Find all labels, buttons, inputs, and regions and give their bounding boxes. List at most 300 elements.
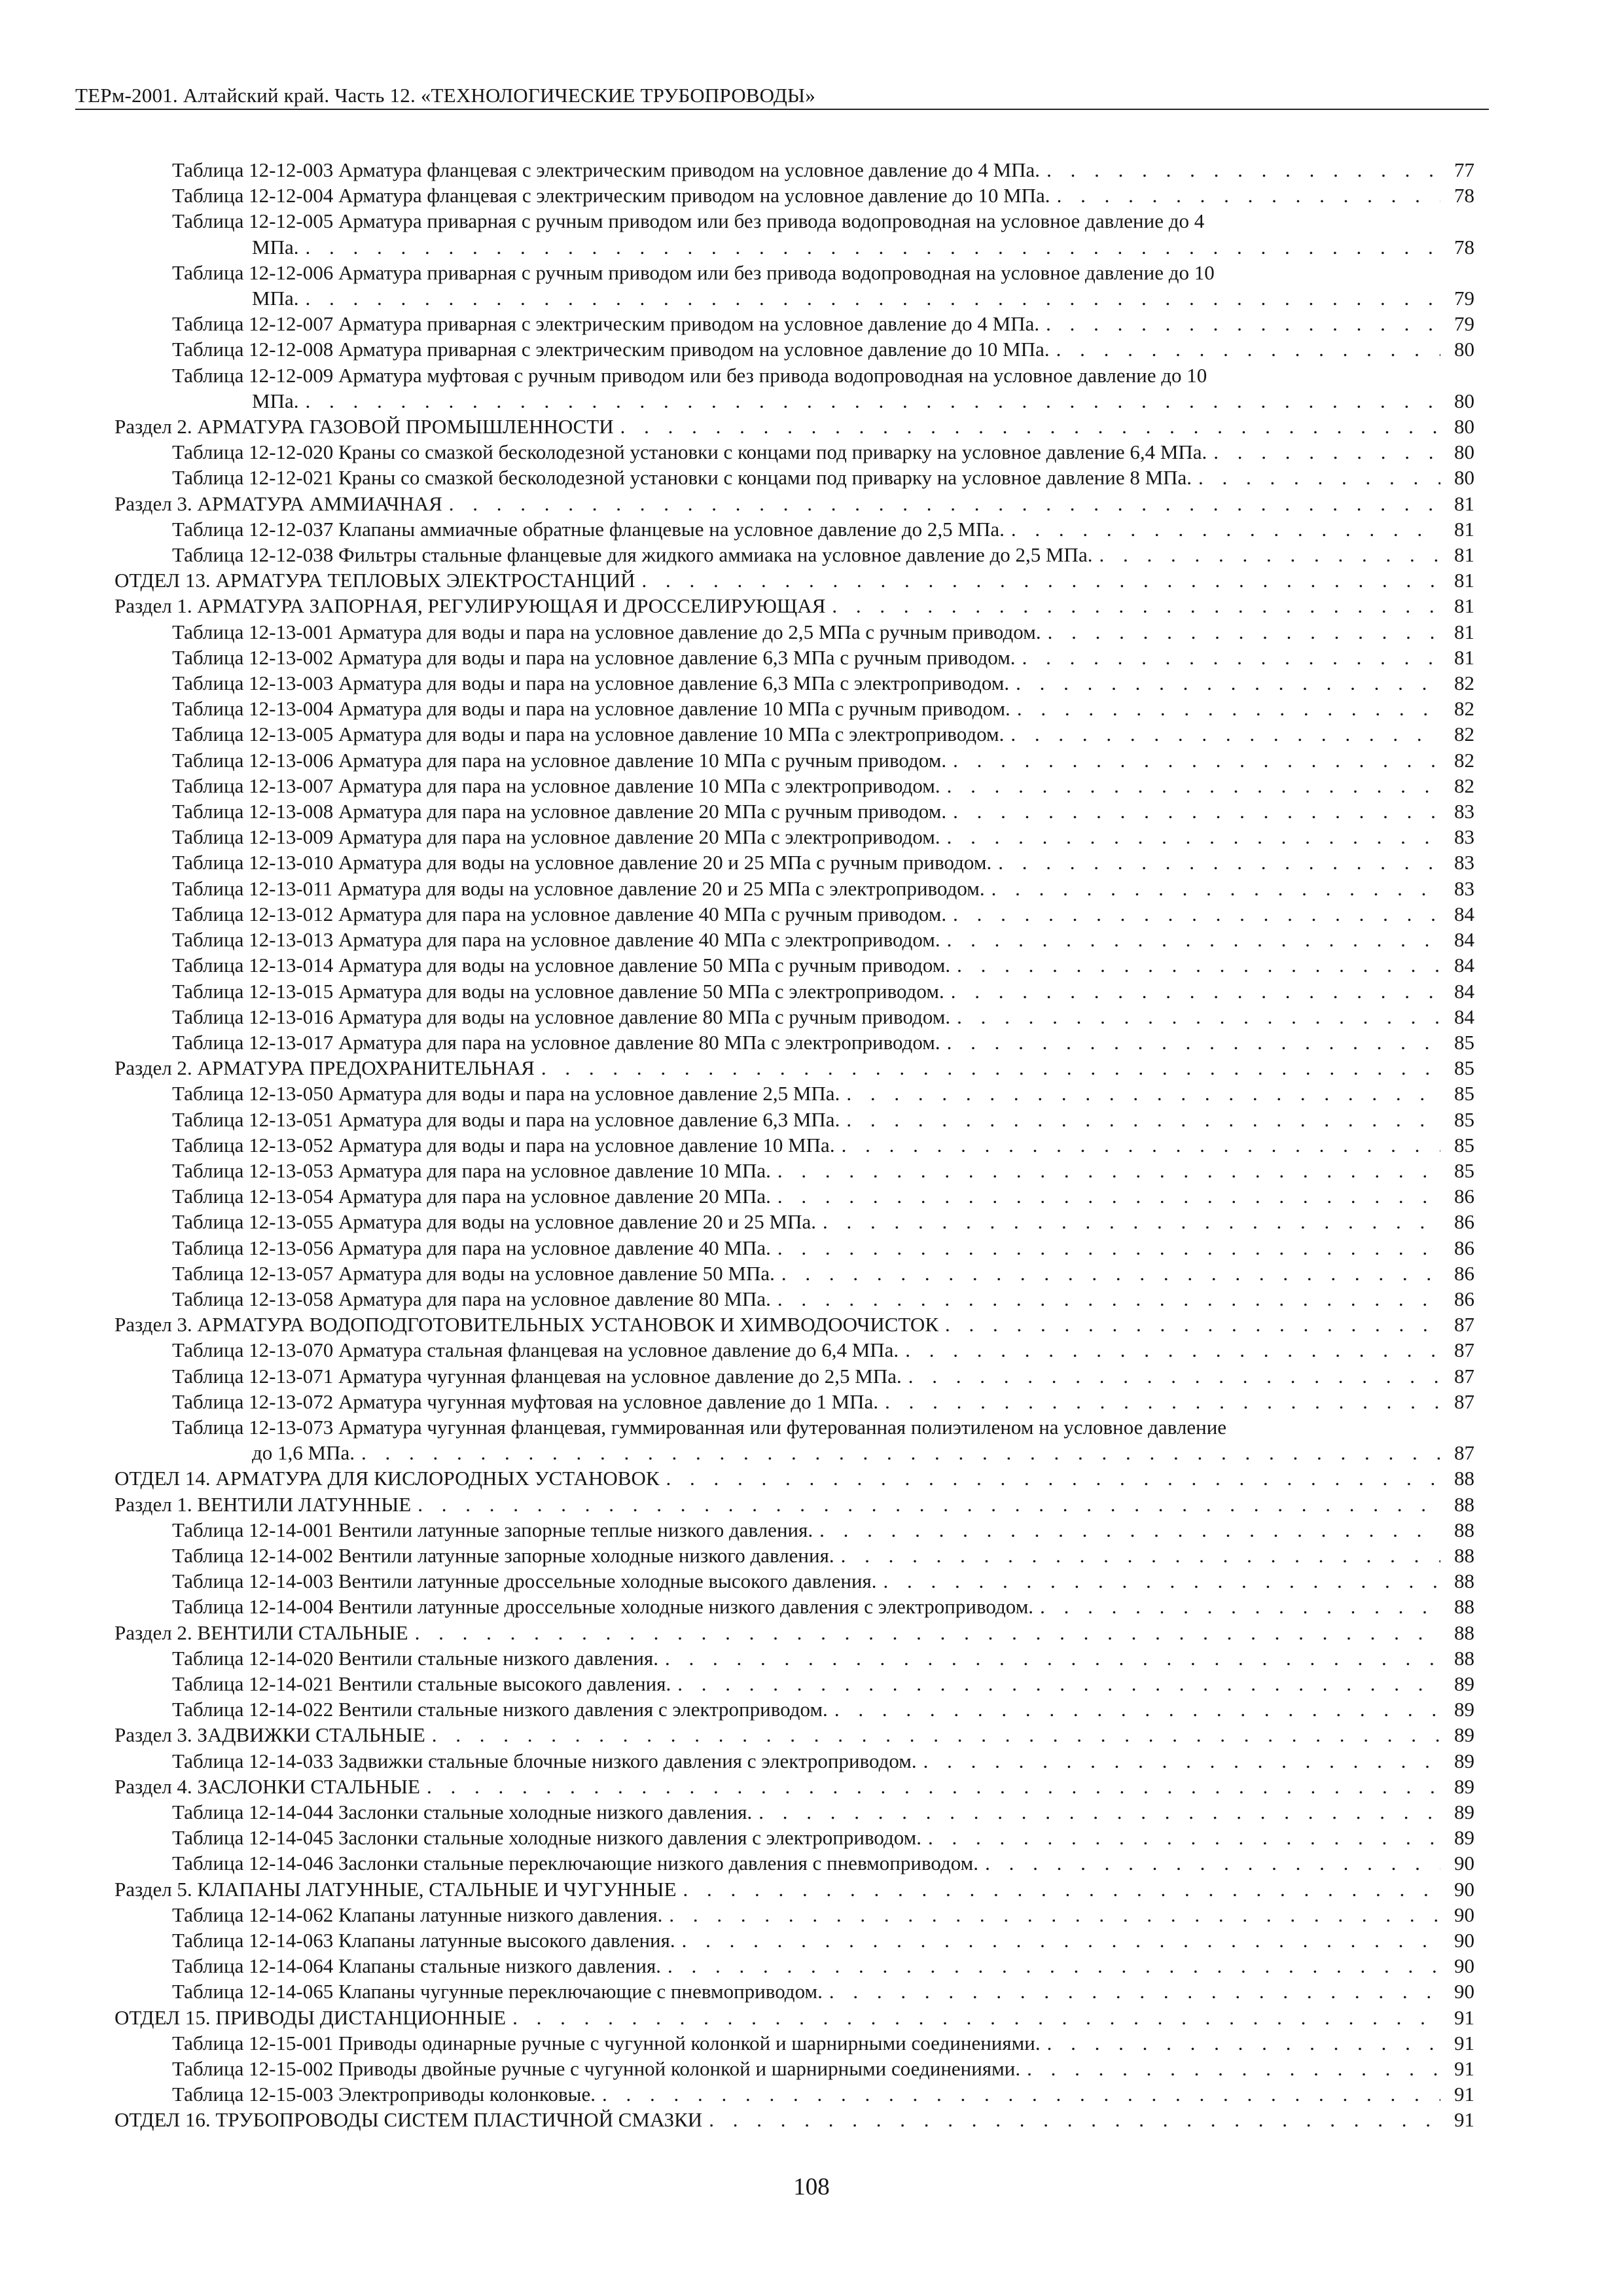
dot-leader <box>635 567 1440 593</box>
toc-page-number: 89 <box>1454 1749 1474 1772</box>
toc-table-entry[interactable] <box>115 157 1474 183</box>
toc-entry-title: Таблица 12-14-062 Клапаны латунные низкого давления. <box>172 1903 663 1926</box>
toc-table-entry[interactable] <box>115 1389 1474 1414</box>
toc-table-entry[interactable] <box>115 1825 1474 1850</box>
toc-page-number: 82 <box>1454 672 1474 695</box>
dot-leader <box>823 1979 1440 2004</box>
toc-table-entry[interactable] <box>115 952 1474 978</box>
toc-page-number: 89 <box>1454 1698 1474 1721</box>
toc-page-number: 81 <box>1454 569 1474 592</box>
dot-leader <box>940 1030 1440 1055</box>
dot-leader <box>420 1774 1440 1799</box>
toc-entry-title: Таблица 12-13-051 Арматура для воды и пара на условное давление 6,3 МПа. <box>172 1107 840 1131</box>
toc-entry-title: Таблица 12-13-058 Арматура для пара на условное давление 80 МПа. <box>172 1287 771 1310</box>
toc-table-entry[interactable] <box>115 670 1474 696</box>
dot-leader <box>835 1132 1440 1158</box>
dot-leader <box>677 1876 1440 1902</box>
toc-page-number: 91 <box>1454 2083 1474 2106</box>
toc-table-entry[interactable] <box>115 1132 1474 1158</box>
toc-page-number: 78 <box>1454 235 1474 259</box>
toc-table-entry[interactable] <box>115 850 1474 875</box>
toc-section-entry[interactable] <box>115 593 1474 619</box>
dot-leader <box>355 1440 1440 1465</box>
toc-table-entry[interactable] <box>115 439 1474 465</box>
toc-entry-title: Таблица 12-13-001 Арматура для воды и пара на условное давление до 2,5 МПа с ручным приводом. <box>172 620 1041 643</box>
toc-page-number: 90 <box>1454 1980 1474 2003</box>
toc-page-number: 84 <box>1454 902 1474 925</box>
toc-page-number: 87 <box>1454 1441 1474 1465</box>
toc-page-number: 87 <box>1454 1338 1474 1362</box>
dot-leader <box>771 1235 1440 1261</box>
dot-leader <box>834 1543 1440 1568</box>
toc-page-number: 90 <box>1454 1852 1474 1875</box>
toc-page-number: 89 <box>1454 1672 1474 1695</box>
toc-page-number: 90 <box>1454 1903 1474 1926</box>
toc-page-number: 78 <box>1454 184 1474 207</box>
toc-table-entry[interactable] <box>115 773 1474 798</box>
toc-page-number: 89 <box>1454 1774 1474 1798</box>
toc-page-number: 87 <box>1454 1313 1474 1336</box>
toc-section-entry[interactable] <box>115 1492 1474 1517</box>
toc-page-number: 85 <box>1454 1030 1474 1054</box>
toc-entry-title: Таблица 12-14-065 Клапаны чугунные переключающие с пневмоприводом. <box>172 1980 823 2003</box>
toc-section-entry[interactable] <box>115 567 1474 593</box>
toc-section-entry[interactable] <box>115 1722 1474 1748</box>
toc-page-number: 82 <box>1454 723 1474 746</box>
dot-leader <box>614 414 1440 439</box>
toc-entry-title: Таблица 12-12-007 Арматура приварная с электрическим приводом на условное давление до 4 МПа. <box>172 312 1040 336</box>
toc-section-entry[interactable] <box>115 1620 1474 1645</box>
toc-table-entry[interactable] <box>115 1696 1474 1722</box>
toc-section-entry[interactable] <box>115 2005 1474 2030</box>
toc-page-number: 80 <box>1454 466 1474 490</box>
toc-page-number: 80 <box>1454 389 1474 412</box>
dot-leader <box>950 952 1440 978</box>
toc-entry-title: Таблица 12-13-007 Арматура для пара на условное давление 10 МПа с электроприводом. <box>172 774 940 797</box>
toc-table-entry[interactable] <box>115 1543 1474 1568</box>
toc-entry-title: Таблица 12-14-044 Заслонки стальные холодные низкого давления. <box>172 1801 753 1823</box>
toc-page-number: 87 <box>1454 1364 1474 1388</box>
toc-page-number: 82 <box>1454 774 1474 797</box>
toc-entry-title-continuation: МПа. <box>252 287 299 310</box>
toc-page-number: 85 <box>1454 1082 1474 1105</box>
toc-section-entry[interactable] <box>115 1055 1474 1081</box>
toc-table-entry[interactable] <box>115 824 1474 850</box>
toc-entry-title: Таблица 12-14-045 Заслонки стальные холодные низкого давления с электроприводом. <box>172 1826 922 1850</box>
toc-table-entry[interactable] <box>115 1568 1474 1594</box>
toc-page-number: 88 <box>1454 1543 1474 1567</box>
dot-leader <box>675 1928 1440 1953</box>
toc-page-number: 84 <box>1454 1005 1474 1028</box>
toc-table-entry[interactable] <box>115 1645 1474 1671</box>
toc-table-entry[interactable] <box>115 2081 1474 2107</box>
toc-page-number: 89 <box>1454 1723 1474 1747</box>
toc-table-entry[interactable] <box>115 1979 1474 2004</box>
toc-entry-title: Таблица 12-13-013 Арматура для пара на условное давление 40 МПа с электроприводом. <box>172 928 940 952</box>
toc-entry-title: Таблица 12-12-038 Фильтры стальные фланцевые для жидкого аммиака на условное давление до 2,5 МПа. <box>172 543 1093 567</box>
dot-leader <box>660 1465 1440 1491</box>
toc-entry-title: Таблица 12-12-008 Арматура приварная с электрическим приводом на условное давление до 10 МПа. <box>172 338 1050 361</box>
dot-leader <box>1207 439 1440 465</box>
toc-page-number: 89 <box>1454 1801 1474 1823</box>
dot-leader <box>506 2005 1440 2030</box>
toc-page-number: 91 <box>1454 2031 1474 2054</box>
toc-table-entry[interactable] <box>115 901 1474 927</box>
toc-page-number: 85 <box>1454 1158 1474 1182</box>
toc-entry-title: Таблица 12-13-053 Арматура для пара на условное давление 10 МПа. <box>172 1158 771 1182</box>
toc-entry-title: Таблица 12-14-064 Клапаны стальные низкого давления. <box>172 1954 662 1978</box>
toc-entry-title: Раздел 3. ЗАДВИЖКИ СТАЛЬНЫЕ <box>115 1723 425 1747</box>
dot-leader <box>596 2081 1440 2107</box>
toc-entry-title: Таблица 12-13-054 Арматура для пара на условное давление 20 МПа. <box>172 1185 771 1208</box>
toc-section-entry[interactable] <box>115 1465 1474 1491</box>
toc-table-entry[interactable] <box>115 1363 1474 1389</box>
toc-table-entry[interactable] <box>115 1517 1474 1543</box>
toc-entry-title: Таблица 12-15-002 Приводы двойные ручные с чугунной колонкой и шарнирными соединениями. <box>172 2057 1021 2081</box>
toc-entry-title: Таблица 12-14-046 Заслонки стальные переключающие низкого давления с пневмоприводом. <box>172 1852 979 1875</box>
toc-table-entry[interactable] <box>115 1850 1474 1876</box>
toc-entry-title: Таблица 12-13-015 Арматура для воды на условное давление 50 МПа с электроприводом. <box>172 979 944 1003</box>
toc-entry-title: Раздел 3. АРМАТУРА ВОДОПОДГОТОВИТЕЛЬНЫХ УСТАНОВОК И ХИМВОДООЧИСТОК <box>115 1313 938 1336</box>
toc-entry-title: Таблица 12-13-006 Арматура для пара на условное давление 10 МПа с ручным приводом. <box>172 748 947 772</box>
toc-page-number: 85 <box>1454 1056 1474 1080</box>
dot-leader <box>978 1850 1440 1876</box>
dot-leader <box>671 1671 1440 1696</box>
toc-entry-title: Таблица 12-13-008 Арматура для пара на условное давление 20 МПа с ручным приводом. <box>172 800 947 823</box>
toc-page-number: 83 <box>1454 800 1474 823</box>
toc-entry-title: Раздел 3. АРМАТУРА АММИАЧНАЯ <box>115 492 442 515</box>
toc-page-number: 81 <box>1454 620 1474 643</box>
dot-leader <box>411 1492 1440 1517</box>
toc-page-number: 90 <box>1454 1877 1474 1901</box>
toc-entry-title: Таблица 12-14-020 Вентили стальные низкого давления. <box>172 1646 658 1670</box>
toc-page-number: 86 <box>1454 1287 1474 1310</box>
toc-entry-title: Таблица 12-14-022 Вентили стальные низкого давления с электроприводом. <box>172 1698 828 1721</box>
page-number: 108 <box>793 2174 830 2200</box>
toc-table-entry[interactable] <box>115 1748 1474 1774</box>
toc-page-number: 88 <box>1454 1646 1474 1670</box>
dot-leader <box>1040 157 1440 183</box>
dot-leader <box>1010 696 1440 721</box>
dot-leader <box>825 593 1440 619</box>
dot-leader <box>408 1620 1440 1645</box>
toc-page-number: 88 <box>1454 1595 1474 1619</box>
toc-page-number: 89 <box>1454 1826 1474 1850</box>
toc-page-number: 83 <box>1454 851 1474 874</box>
toc-entry-title: Таблица 12-13-072 Арматура чугунная муфтовая на условное давление до 1 МПа. <box>172 1390 879 1413</box>
dot-leader <box>902 1363 1440 1389</box>
toc-entry-title: Таблица 12-12-037 Клапаны аммиачные обратные фланцевые на условное давление до 2,5 МПа. <box>172 517 1005 541</box>
toc-entry-title: Таблица 12-12-009 Арматура муфтовая с ручным приводом или без привода водопроводная на условное давление до 10 <box>172 363 1207 387</box>
toc-entry-title: Таблица 12-13-056 Арматура для пара на условное давление 40 МПа. <box>172 1236 771 1259</box>
toc-page-number: 86 <box>1454 1261 1474 1285</box>
toc-entry-title: ОТДЕЛ 13. АРМАТУРА ТЕПЛОВЫХ ЭЛЕКТРОСТАНЦИЙ <box>115 569 635 592</box>
toc-table-entry[interactable] <box>115 260 1474 311</box>
dot-leader <box>946 747 1440 773</box>
toc-table-entry[interactable] <box>115 1107 1474 1132</box>
toc-page-number: 90 <box>1454 1954 1474 1978</box>
toc-table-entry[interactable] <box>115 1261 1474 1286</box>
dot-leader <box>1033 1594 1440 1619</box>
toc-entry-title: Таблица 12-12-006 Арматура приварная с ручным приводом или без привода водопроводная на условное давление до 10 <box>172 260 1215 284</box>
dot-leader <box>1004 721 1440 747</box>
dot-leader <box>1041 619 1440 645</box>
toc-page-number: 79 <box>1454 312 1474 336</box>
toc-entry-title: Раздел 2. АРМАТУРА ГАЗОВОЙ ПРОМЫШЛЕННОСТИ <box>115 415 614 439</box>
toc-entry-title: Таблица 12-12-003 Арматура фланцевая с электрическим приводом на условное давление до 4 МПа. <box>172 158 1041 181</box>
toc-table-entry[interactable] <box>115 1671 1474 1696</box>
toc-table-entry[interactable] <box>115 798 1474 824</box>
toc-page-number: 81 <box>1454 492 1474 515</box>
toc-entry-title: Таблица 12-12-005 Арматура приварная с ручным приводом или без привода водопроводная на условное давление до 4 <box>172 209 1205 233</box>
toc-entry-title: Таблица 12-14-033 Задвижки стальные блочные низкого давления с электроприводом. <box>172 1749 917 1772</box>
toc-table-entry[interactable] <box>115 1953 1474 1979</box>
dot-leader <box>877 1568 1440 1594</box>
toc-page-number: 82 <box>1454 697 1474 721</box>
toc-entry-title: Таблица 12-14-004 Вентили латунные дроссельные холодные низкого давления с электроприводом. <box>172 1595 1034 1619</box>
toc-table-entry[interactable] <box>115 1928 1474 1953</box>
toc-table-entry[interactable] <box>115 542 1474 567</box>
toc-entry-title: Таблица 12-13-070 Арматура стальная фланцевая на условное давление до 6,4 МПа. <box>172 1338 899 1362</box>
toc-entry-title: Таблица 12-13-009 Арматура для пара на условное давление 20 МПа с электроприводом. <box>172 825 940 849</box>
toc-page-number: 81 <box>1454 645 1474 669</box>
dot-leader <box>1092 542 1440 567</box>
dot-leader <box>940 824 1440 850</box>
toc-entry-title-continuation: МПа. <box>252 235 299 259</box>
toc-entry-title: Таблица 12-14-063 Клапаны латунные высокого давления. <box>172 1929 675 1952</box>
toc-entry-title: ОТДЕЛ 16. ТРУБОПРОВОДЫ СИСТЕМ ПЛАСТИЧНОЙ СМАЗКИ <box>115 2108 703 2132</box>
dot-leader <box>771 1183 1440 1209</box>
toc-page-number: 88 <box>1454 1492 1474 1516</box>
toc-table-entry[interactable] <box>115 2030 1474 2056</box>
dot-leader <box>946 798 1440 824</box>
toc-entry-title: Раздел 2. АРМАТУРА ПРЕДОХРАНИТЕЛЬНАЯ <box>115 1056 535 1080</box>
toc-page-number: 86 <box>1454 1236 1474 1259</box>
toc-table-entry[interactable] <box>115 645 1474 670</box>
toc-entry-title: Таблица 12-13-057 Арматура для воды на условное давление 50 МПа. <box>172 1261 775 1285</box>
dot-leader <box>917 1748 1440 1774</box>
toc-page-number: 84 <box>1454 979 1474 1003</box>
toc-page-number: 91 <box>1454 2057 1474 2081</box>
toc-table-entry[interactable] <box>115 876 1474 901</box>
toc-entry-title: Таблица 12-13-011 Арматура для воды на условное давление 20 и 25 МПа с электроприводом. <box>172 876 985 900</box>
toc-page-number: 91 <box>1454 2005 1474 2029</box>
dot-leader <box>771 1286 1440 1312</box>
dot-leader <box>752 1799 1440 1825</box>
toc-entry-title: Таблица 12-13-012 Арматура для пара на условное давление 40 МПа с ручным приводом. <box>172 902 947 925</box>
toc-page-number: 86 <box>1454 1210 1474 1234</box>
toc-entry-title: Таблица 12-13-017 Арматура для пара на условное давление 80 МПа с электроприводом. <box>172 1030 940 1054</box>
toc-section-entry[interactable] <box>115 2107 1474 2132</box>
toc-page-number: 88 <box>1454 1570 1474 1593</box>
toc-entry-title: Таблица 12-14-001 Вентили латунные запорные теплые низкого давления. <box>172 1518 813 1541</box>
toc-table-entry[interactable] <box>115 183 1474 208</box>
toc-entry-title: Таблица 12-13-003 Арматура для воды и пара на условное давление 6,3 МПа с электроприводом. <box>172 672 1010 695</box>
toc-page-number: 85 <box>1454 1133 1474 1157</box>
toc-table-entry[interactable] <box>115 516 1474 542</box>
toc-page-number: 82 <box>1454 748 1474 772</box>
toc-page-number: 81 <box>1454 594 1474 618</box>
toc-entry-title: Таблица 12-12-020 Краны со смазкой бесколодезной установки с концами под приварку на условное давление 6,4 МПа. <box>172 440 1207 464</box>
toc-table-entry[interactable] <box>115 721 1474 747</box>
toc-table-entry[interactable] <box>115 1594 1474 1619</box>
toc-table-entry[interactable] <box>115 1030 1474 1055</box>
dot-leader <box>950 1004 1440 1030</box>
toc-page-number: 91 <box>1454 2108 1474 2132</box>
toc-entry-title: Раздел 4. ЗАСЛОНКИ СТАЛЬНЫЕ <box>115 1774 420 1798</box>
toc-page-number: 81 <box>1454 543 1474 567</box>
toc-entry-title: Таблица 12-13-055 Арматура для воды на условное давление 20 и 25 МПа. <box>172 1210 816 1234</box>
toc-entry-title: Таблица 12-13-071 Арматура чугунная фланцевая на условное давление до 2,5 МПа. <box>172 1364 902 1388</box>
dot-leader <box>1192 465 1440 490</box>
dot-leader <box>991 850 1440 875</box>
toc-table-entry[interactable] <box>115 1414 1474 1465</box>
toc-table-entry[interactable] <box>115 1183 1474 1209</box>
dot-leader <box>535 1055 1440 1081</box>
toc-entry-title: Таблица 12-12-021 Краны со смазкой бесколодезной установки с концами под приварку на условное давление 8 МПа. <box>172 466 1192 490</box>
toc-entry-title-continuation: МПа. <box>252 389 299 412</box>
toc-entry-title: Таблица 12-13-052 Арматура для воды и пара на условное давление 10 МПа. <box>172 1133 835 1157</box>
header-rule <box>75 109 1489 110</box>
toc-section-entry[interactable] <box>115 491 1474 516</box>
toc-table-entry[interactable] <box>115 311 1474 336</box>
dot-leader <box>840 1081 1440 1106</box>
toc-page-number: 84 <box>1454 928 1474 952</box>
dot-leader <box>944 978 1440 1004</box>
dot-leader <box>1009 670 1440 696</box>
toc-table-entry[interactable] <box>115 696 1474 721</box>
dot-leader <box>940 927 1440 952</box>
dot-leader <box>1020 2056 1440 2081</box>
dot-leader <box>840 1107 1440 1132</box>
running-header: ТЕРм-2001. Алтайский край. Часть 12. «ТЕХНОЛОГИЧЕСКИЕ ТРУБОПРОВОДЫ» <box>75 84 815 107</box>
dot-leader <box>938 1312 1440 1337</box>
toc-table-entry[interactable] <box>115 619 1474 645</box>
dot-leader <box>658 1645 1440 1671</box>
toc-table-entry[interactable] <box>115 1235 1474 1261</box>
toc-table-entry[interactable] <box>115 1158 1474 1183</box>
toc-entry-title: Таблица 12-13-005 Арматура для воды и пара на условное давление 10 МПа с электроприводом. <box>172 723 1005 746</box>
toc-page-number: 83 <box>1454 876 1474 900</box>
dot-leader <box>442 491 1440 516</box>
dot-leader <box>816 1209 1440 1234</box>
toc-entry-title: Раздел 1. ВЕНТИЛИ ЛАТУННЫЕ <box>115 1492 412 1516</box>
dot-leader <box>425 1722 1440 1748</box>
dot-leader <box>1016 645 1440 670</box>
toc-entry-title: Раздел 5. КЛАПАНЫ ЛАТУННЫЕ, СТАЛЬНЫЕ И ЧУГУННЫЕ <box>115 1877 677 1901</box>
dot-leader <box>298 388 1440 414</box>
toc-table-entry[interactable] <box>115 927 1474 952</box>
toc-entry-title: Таблица 12-15-001 Приводы одинарные ручные с чугунной колонкой и шарнирными соединениями. <box>172 2031 1041 2054</box>
toc-table-entry[interactable] <box>115 1286 1474 1312</box>
toc-page-number: 86 <box>1454 1185 1474 1208</box>
toc-table-entry[interactable] <box>115 1081 1474 1106</box>
toc-page-number: 80 <box>1454 440 1474 464</box>
toc-table-entry[interactable] <box>115 978 1474 1004</box>
toc-entry-title: Таблица 12-13-050 Арматура для воды и пара на условное давление 2,5 МПа. <box>172 1082 840 1105</box>
toc-table-entry[interactable] <box>115 747 1474 773</box>
toc-section-entry[interactable] <box>115 414 1474 439</box>
toc-section-entry[interactable] <box>115 1876 1474 1902</box>
dot-leader <box>813 1517 1440 1543</box>
dot-leader <box>1005 516 1440 542</box>
toc-table-entry[interactable] <box>115 363 1474 414</box>
toc-entry-title: Таблица 12-14-002 Вентили латунные запорные холодные низкого давления. <box>172 1543 834 1567</box>
toc-page-number: 88 <box>1454 1518 1474 1541</box>
dot-leader <box>771 1158 1440 1183</box>
toc-entry-title: Таблица 12-13-014 Арматура для воды на условное давление 50 МПа с ручным приводом. <box>172 954 951 977</box>
toc-table-entry[interactable] <box>115 1799 1474 1825</box>
dot-leader <box>662 1902 1440 1928</box>
dot-leader <box>775 1261 1440 1286</box>
dot-leader <box>878 1389 1440 1414</box>
toc-page-number: 88 <box>1454 1467 1474 1490</box>
toc-entry-title: Таблица 12-13-004 Арматура для воды и пара на условное давление 10 МПа с ручным приводом. <box>172 697 1010 721</box>
dot-leader <box>899 1337 1440 1363</box>
dot-leader <box>828 1696 1440 1722</box>
toc-entry-title: Таблица 12-14-003 Вентили латунные дроссельные холодные высокого давления. <box>172 1570 877 1593</box>
toc-entry-title: Таблица 12-13-010 Арматура для воды на условное давление 20 и 25 МПа с ручным приводом. <box>172 851 992 874</box>
dot-leader <box>298 234 1440 260</box>
toc-section-entry[interactable] <box>115 1312 1474 1337</box>
toc-entry-title: Таблица 12-15-003 Электроприводы колонковые. <box>172 2083 596 2106</box>
toc-table-entry[interactable] <box>115 1902 1474 1928</box>
dot-leader <box>298 285 1440 311</box>
dot-leader <box>946 901 1440 927</box>
toc-page-number: 84 <box>1454 954 1474 977</box>
toc-page-number: 80 <box>1454 415 1474 439</box>
toc-entry-title: Таблица 12-13-073 Арматура чугунная фланцевая, гуммированная или футерованная полиэтиленом на условное давление <box>172 1415 1227 1439</box>
toc-page-number: 77 <box>1454 158 1474 181</box>
dot-leader <box>702 2107 1440 2132</box>
dot-leader <box>1050 336 1440 362</box>
toc-page-number: 87 <box>1454 1390 1474 1413</box>
toc-entry-title-continuation: до 1,6 МПа. <box>252 1441 355 1465</box>
toc-table-entry[interactable] <box>115 208 1474 259</box>
toc-entry-title: ОТДЕЛ 15. ПРИВОДЫ ДИСТАНЦИОННЫЕ <box>115 2005 507 2029</box>
toc-page-number: 90 <box>1454 1929 1474 1952</box>
toc-table-entry[interactable] <box>115 465 1474 490</box>
toc-entry-title: Таблица 12-13-016 Арматура для воды на условное давление 80 МПа с ручным приводом. <box>172 1005 951 1028</box>
dot-leader <box>940 773 1440 798</box>
toc-page-number: 88 <box>1454 1621 1474 1644</box>
toc-entry-title: Таблица 12-14-021 Вентили стальные высокого давления. <box>172 1672 671 1695</box>
table-of-contents <box>0 157 1623 2133</box>
toc-page-number: 79 <box>1454 287 1474 310</box>
toc-table-entry[interactable] <box>115 1337 1474 1363</box>
toc-page-number: 85 <box>1454 1107 1474 1131</box>
toc-table-entry[interactable] <box>115 1209 1474 1234</box>
toc-entry-title: Раздел 1. АРМАТУРА ЗАПОРНАЯ, РЕГУЛИРУЮЩАЯ И ДРОССЕЛИРУЮЩАЯ <box>115 594 826 618</box>
toc-entry-title: Раздел 2. ВЕНТИЛИ СТАЛЬНЫЕ <box>115 1621 408 1644</box>
toc-page-number: 81 <box>1454 517 1474 541</box>
toc-page-number: 83 <box>1454 825 1474 849</box>
dot-leader <box>985 876 1440 901</box>
dot-leader <box>661 1953 1440 1979</box>
toc-entry-title: Таблица 12-13-002 Арматура для воды и пара на условное давление 6,3 МПа с ручным приводом. <box>172 645 1016 669</box>
dot-leader <box>1050 183 1440 208</box>
dot-leader <box>921 1825 1440 1850</box>
toc-table-entry[interactable] <box>115 2056 1474 2081</box>
dot-leader <box>1039 311 1440 336</box>
toc-entry-title: ОТДЕЛ 14. АРМАТУРА ДЛЯ КИСЛОРОДНЫХ УСТАНОВОК <box>115 1467 660 1490</box>
toc-table-entry[interactable] <box>115 1004 1474 1030</box>
toc-section-entry[interactable] <box>115 1774 1474 1799</box>
toc-page-number: 80 <box>1454 338 1474 361</box>
dot-leader <box>1041 2030 1440 2056</box>
toc-entry-title: Таблица 12-12-004 Арматура фланцевая с электрическим приводом на условное давление до 10 МПа. <box>172 184 1050 207</box>
toc-table-entry[interactable] <box>115 336 1474 362</box>
